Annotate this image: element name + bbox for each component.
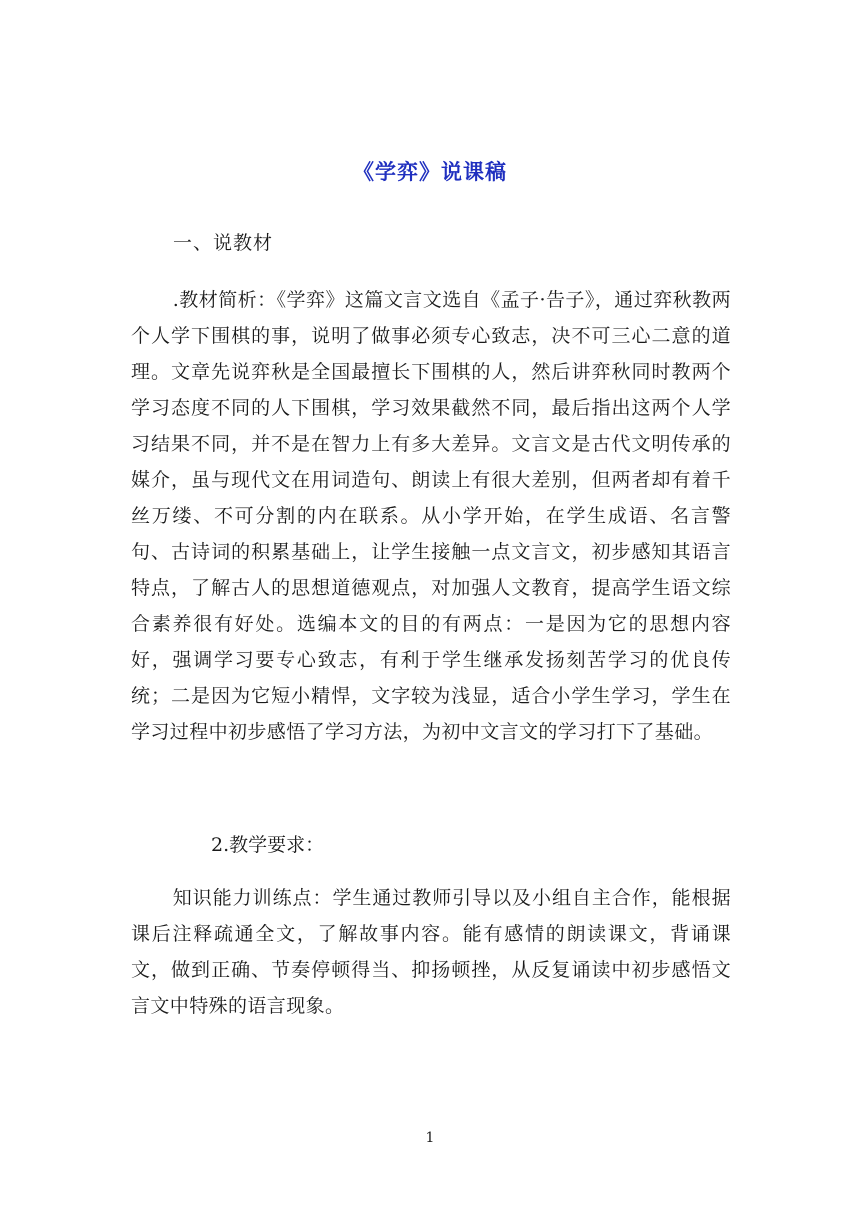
- section-heading: 一、说教材: [173, 232, 274, 254]
- paragraph-textbook-analysis: .教材简析：《学弈》这篇文言文选自《孟子·告子》，通过弈秋教两个人学下围棋的事，说明了做事必须专心致志，决不可三心二意的道理。文章先说弈秋是全国最擅长下围棋的人，然后讲弈秋同时教两个学习态度不同的人下围棋，学习效果截然不同，最后指出这两个人学习结果不同，并不是在智力上有多大差异。文言文是古代文明传承的媒介，虽与现代文在用词造句、朗读上有很大差别，但两者却有着千丝万缕、不可分割的内在联系。从小学开始，在学生成语、名言警句、古诗词的积累基础上，让学生接触一点文言文，初步感知其语言特点，了解古人的思想道德观点，对加强人文教育，提高学生语文综合素养很有好处。选编本文的目的有两点：一是因为它的思想内容好，强调学习要专心致志，有利于学生继承发扬刻苦学习的优良传统；二是因为它短小精悍，文字较为浅显，适合小学生学习，学生在学习过程中初步感悟了学习方法，为初中文言文的学习打下了基础。: [131, 289, 731, 743]
- page-number: 1: [425, 1130, 435, 1146]
- document-title: 《学弈》说课稿: [353, 159, 507, 184]
- paragraph-knowledge-skills: 知识能力训练点：学生通过教师引导以及小组自主合作，能根据课后注释疏通全文，了解故事内容。能有感情的朗读课文，背诵课文，做到正确、节奏停顿得当、抑扬顿挫，从反复诵读中初步感悟文言文中特殊的语言现象。: [131, 887, 731, 1017]
- subheading-teaching-requirements: 2.教学要求：: [211, 834, 325, 856]
